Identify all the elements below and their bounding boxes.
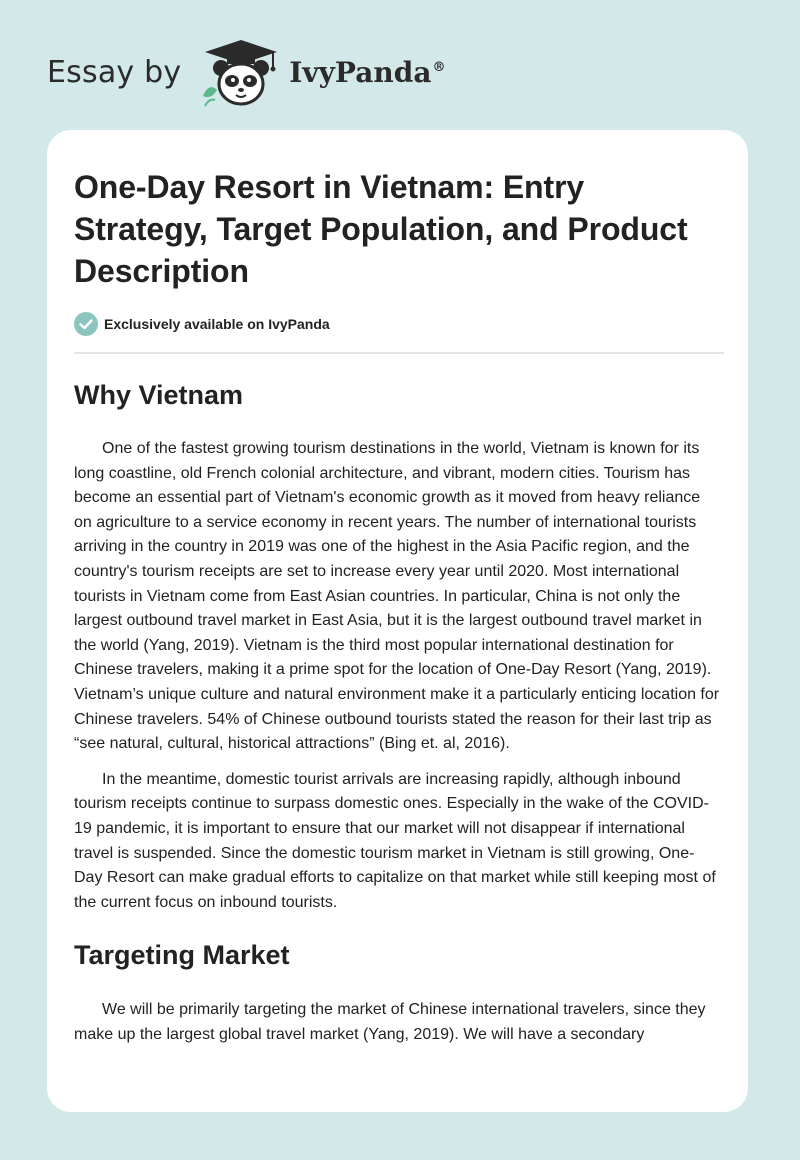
essay-card [47, 130, 748, 1112]
check-circle-icon [74, 312, 98, 336]
section-heading-targeting-market: Targeting Market [74, 940, 290, 971]
page-title: One-Day Resort in Vietnam: Entry Strategy, Target Population, and Product Description [74, 169, 688, 289]
paragraph: One of the fastest growing tourism destinations in the world, Vietnam is known for its long coastline, old French colonial architecture, and vibrant, modern cities. Tourism has become an essential part of Vietnam's economic growth as it moved from heavy reliance on agriculture to a service economy in recent years. The number of international tourists arriving in the country in 2019 was one of the highest in the Asia Pacific region, and the country's tourism receipts are set to increase every year until 2020. Most international tourists in Vietnam come from East Asian countries. In particular, China is not only the largest outbound travel market in East Asia, but it is the largest outbound travel market in the world (Yang, 2019). Vietnam is the third most popular international destination for Chinese travelers, making it a prime spot for the location of One-Day Resort (Yang, 2019). Vietnam’s unique culture and natural environment make it a particularly enticing location for Chinese travelers. 54% of Chinese outbound tourists stated the reason for their last trip as “see natural, cultural, historical attractions” (Bing et. al, 2016). [74, 440, 720, 753]
exclusive-badge [74, 312, 722, 336]
panda-graduate-icon [199, 34, 283, 110]
divider [74, 352, 724, 354]
paragraph: We will be primarily targeting the market of Chinese international travelers, since they make up the largest global travel market (Yang, 2019). We will have a secondary [74, 1001, 706, 1043]
brand-header [47, 34, 445, 110]
section-heading-why-vietnam: Why Vietnam [74, 380, 244, 410]
paragraph: In the meantime, domestic tourist arrivals are increasing rapidly, although inbound tourism receipts continue to surpass domestic ones. Especially in the wake of the COVID-19 pandemic, it is important to ensure that our market will not disappear if international travel is suspended. Since the domestic tourism market in Vietnam is still growing, One-Day Resort can make gradual efforts to capitalize on that market while still keeping most of the current focus on inbound tourists. [74, 770, 716, 911]
brand-name: IvyPanda® [289, 55, 446, 89]
exclusive-label: Exclusively available on IvyPanda [104, 316, 330, 332]
brand-prefix: Essay by [47, 54, 182, 90]
